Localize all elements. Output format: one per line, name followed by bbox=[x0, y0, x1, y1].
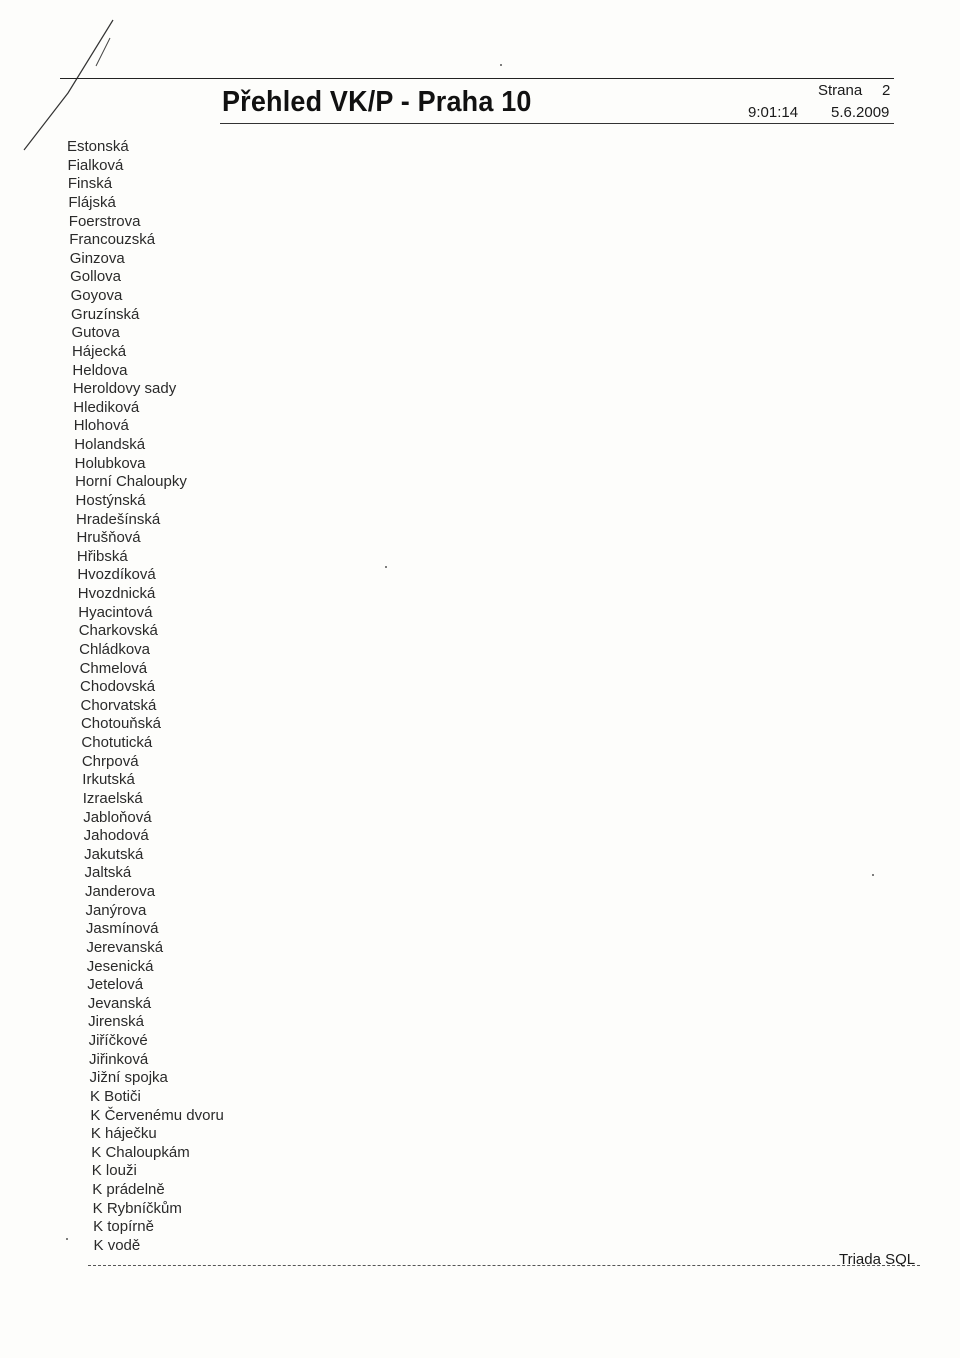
street-list-item: Hřibská bbox=[76, 547, 128, 565]
scan-speck bbox=[500, 64, 502, 66]
street-list-item: Ginzova bbox=[69, 249, 125, 267]
street-list-item: Gutova bbox=[71, 324, 120, 342]
street-list-item: Hyacintová bbox=[78, 603, 153, 621]
street-list-item: K Botiči bbox=[89, 1087, 141, 1105]
street-list-item: Chotouňská bbox=[80, 715, 161, 733]
street-list-item: Heldova bbox=[72, 361, 128, 379]
street-list-item: Jižní spojka bbox=[89, 1069, 168, 1087]
street-list-item: K Červenému dvoru bbox=[90, 1106, 224, 1124]
street-list-item: Holubkova bbox=[74, 454, 146, 472]
street-list-item: Charkovská bbox=[78, 622, 158, 640]
street-list-item: Estonská bbox=[67, 138, 129, 155]
street-list-item: Jasmínová bbox=[85, 920, 159, 938]
street-list-item: K Rybníčkům bbox=[92, 1199, 182, 1217]
street-list-item: Chmelová bbox=[79, 659, 148, 677]
street-list-item: Chorvatská bbox=[80, 696, 157, 714]
street-list-item: Finská bbox=[67, 175, 113, 193]
street-list bbox=[0, 138, 224, 1256]
street-list-item: Jiříčkové bbox=[88, 1032, 148, 1049]
street-list-item: Irkutská bbox=[82, 771, 135, 789]
street-list-item: Jiřinková bbox=[89, 1050, 149, 1068]
street-list-item: K louži bbox=[91, 1162, 137, 1180]
street-list-item: Jerevanská bbox=[86, 938, 164, 956]
street-list-item: Hlediková bbox=[73, 398, 140, 416]
street-list-item: Hradešínská bbox=[76, 510, 161, 528]
street-list-item: Jahodová bbox=[83, 827, 149, 845]
scan-speck bbox=[872, 874, 874, 876]
street-list-item: Jaltská bbox=[84, 864, 132, 882]
title-underline bbox=[220, 123, 894, 124]
street-list-item: K háječku bbox=[90, 1125, 157, 1143]
street-list-item: Gollova bbox=[70, 268, 121, 286]
street-list-item: K prádelně bbox=[92, 1181, 165, 1198]
footer-rule bbox=[88, 1265, 920, 1266]
street-list-item: Janýrova bbox=[85, 901, 147, 919]
street-list-item: Horní Chaloupky bbox=[75, 473, 187, 491]
street-list-item: Chodovská bbox=[80, 678, 156, 696]
page-label: Strana bbox=[818, 82, 863, 99]
street-list-item: Gruzínská bbox=[71, 305, 140, 323]
street-list-item: Hvozdnická bbox=[77, 585, 156, 602]
street-list-item: Hrušňová bbox=[76, 529, 141, 547]
header-top-rule bbox=[60, 78, 894, 79]
street-list-item: Flájská bbox=[68, 193, 116, 211]
print-date: 5.6.2009 bbox=[831, 104, 890, 121]
street-list-item: Jevanská bbox=[87, 994, 152, 1012]
street-list-item: Jirenská bbox=[88, 1013, 144, 1031]
street-list-item: Jetelová bbox=[87, 976, 144, 994]
street-list-item: Hostýnská bbox=[75, 491, 146, 509]
scan-pen-mark bbox=[18, 18, 118, 158]
street-list-item: Heroldovy sady bbox=[72, 380, 177, 398]
street-list-item: Holandská bbox=[74, 436, 146, 453]
street-list-item: Janderova bbox=[85, 883, 156, 900]
street-list-item: Izraelská bbox=[82, 789, 143, 807]
street-list-item: Francouzská bbox=[69, 231, 156, 249]
street-list-item: Chládkova bbox=[79, 640, 151, 658]
street-list-item: Foerstrova bbox=[68, 212, 141, 230]
footer-brand: Triada SQL bbox=[839, 1251, 916, 1268]
street-list-item: Jabloňová bbox=[83, 808, 152, 826]
page-number: 2 bbox=[882, 82, 891, 99]
page-title: Přehled VK/P - Praha 10 bbox=[222, 86, 532, 118]
street-list-item: K Chaloupkám bbox=[91, 1143, 190, 1161]
street-list-item: Hájecká bbox=[71, 342, 127, 360]
street-list-item: K topírně bbox=[93, 1218, 154, 1236]
street-list-item: K vodě bbox=[93, 1236, 141, 1254]
print-time: 9:01:14 bbox=[748, 104, 799, 121]
street-list-item: Hvozdíková bbox=[77, 566, 156, 584]
street-list-item: Chrpová bbox=[81, 752, 139, 770]
street-list-item: Fialková bbox=[67, 156, 124, 174]
street-list-item: Jakutská bbox=[84, 845, 144, 863]
street-list-item: Jesenická bbox=[86, 957, 154, 975]
street-list-item: Chotutická bbox=[81, 734, 153, 751]
scan-speck bbox=[385, 566, 387, 568]
street-list-item: Goyova bbox=[70, 287, 123, 304]
scan-speck bbox=[66, 1238, 68, 1240]
street-list-item: Hlohová bbox=[73, 417, 129, 435]
